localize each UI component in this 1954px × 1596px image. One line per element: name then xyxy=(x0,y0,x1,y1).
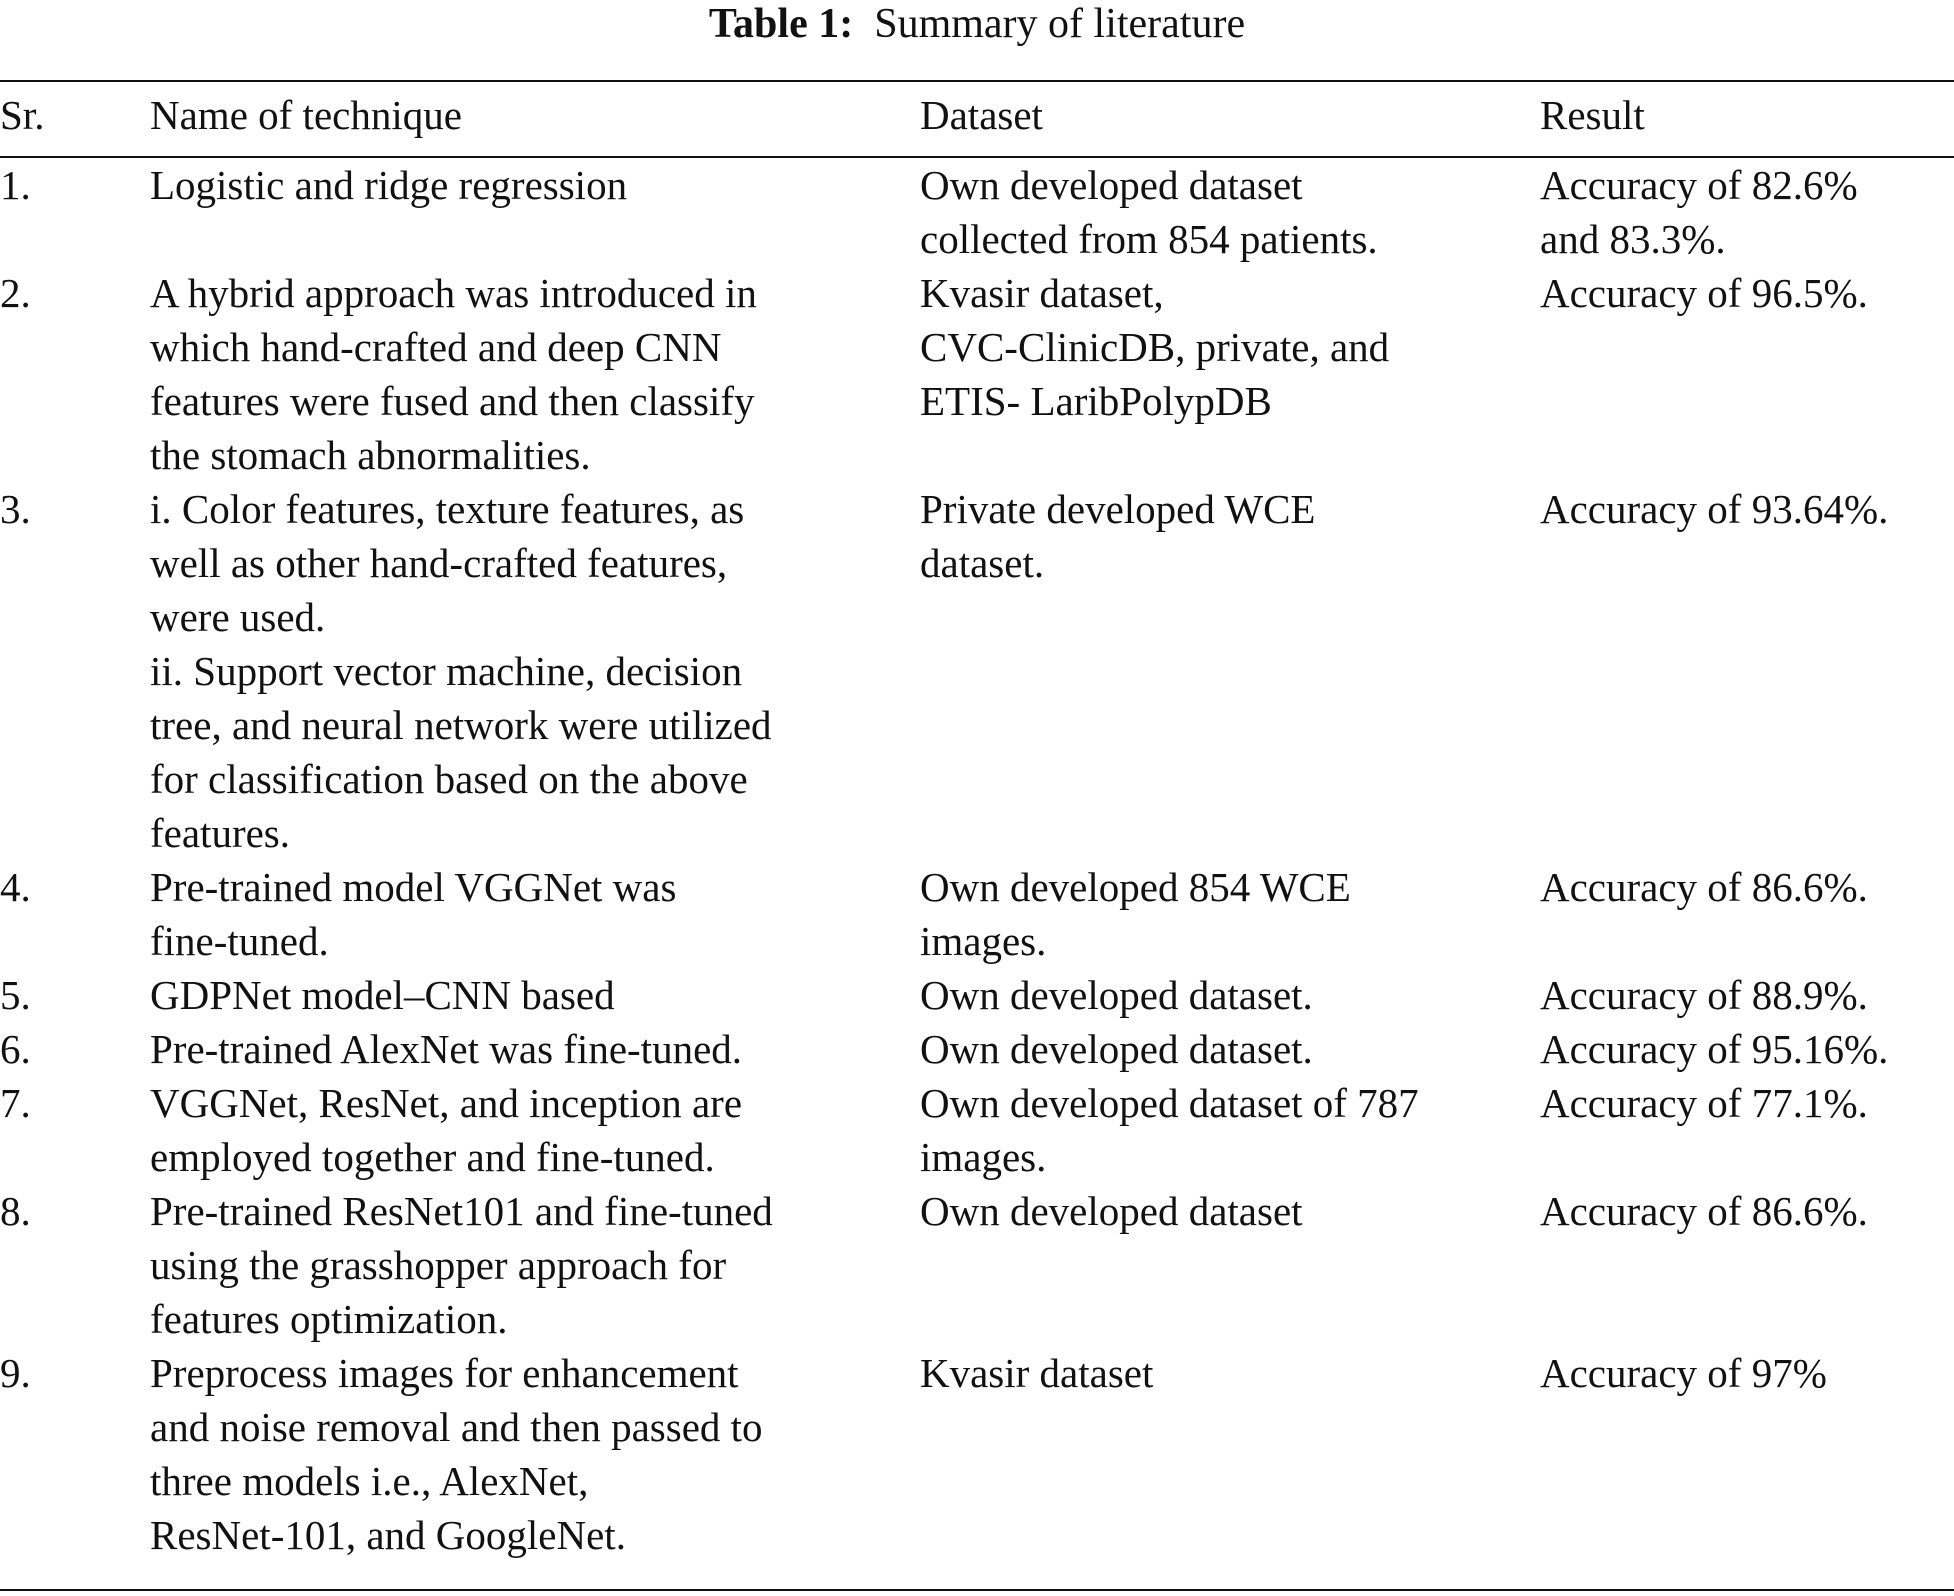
cell-technique-line: Pre-trained ResNet101 and fine-tuned xyxy=(150,1188,773,1234)
cell-dataset xyxy=(920,1346,1540,1562)
cell-dataset-line: images. xyxy=(920,1134,1047,1180)
cell-dataset xyxy=(920,860,1540,968)
cell-technique-line: Preprocess images for enhancement xyxy=(150,1350,739,1396)
cell-technique-line: features. xyxy=(150,810,290,856)
table-row xyxy=(0,1346,1954,1562)
cell-technique-line: tree, and neural network were utilized xyxy=(150,702,772,748)
table-row xyxy=(0,266,1954,482)
table-caption xyxy=(0,0,1954,52)
cell-dataset-line: Private developed WCE xyxy=(920,486,1316,532)
cell-technique-line: Logistic and ridge regression xyxy=(150,162,628,208)
cell-technique-line: GDPNet model–CNN based xyxy=(150,972,615,1018)
cell-sr: 5. xyxy=(0,972,31,1018)
cell-result xyxy=(1540,860,1954,968)
cell-dataset xyxy=(920,158,1540,266)
cell-technique-line: i. Color features, texture features, as xyxy=(150,486,745,532)
table-row xyxy=(0,968,1954,1022)
cell-result-line: Accuracy of 96.5%. xyxy=(1540,270,1868,316)
cell-result-line: and 83.3%. xyxy=(1540,216,1726,262)
cell-technique-line: the stomach abnormalities. xyxy=(150,432,591,478)
cell-technique-line: well as other hand-crafted features, xyxy=(150,540,728,586)
cell-result-line: Accuracy of 97% xyxy=(1540,1350,1827,1396)
cell-result xyxy=(1540,1346,1954,1562)
cell-result xyxy=(1540,482,1954,860)
cell-technique-line: Pre-trained model VGGNet was xyxy=(150,864,677,910)
table-row xyxy=(0,860,1954,968)
cell-technique xyxy=(150,482,920,860)
cell-sr: 9. xyxy=(0,1350,31,1396)
cell-technique xyxy=(150,266,920,482)
cell-dataset-line: images. xyxy=(920,918,1047,964)
cell-dataset-line: Kvasir dataset, xyxy=(920,270,1164,316)
cell-technique xyxy=(150,1022,920,1076)
cell-dataset xyxy=(920,1076,1540,1184)
cell-technique xyxy=(150,1184,920,1346)
cell-technique xyxy=(150,1346,920,1562)
cell-result xyxy=(1540,968,1954,1022)
cell-technique-line: which hand-crafted and deep CNN xyxy=(150,324,722,370)
cell-technique-line: ResNet-101, and GoogleNet. xyxy=(150,1512,626,1558)
cell-technique xyxy=(150,158,920,266)
cell-technique-line: features were fused and then classify xyxy=(150,378,755,424)
header-result: Result xyxy=(1540,92,1645,138)
cell-technique-line: for classification based on the above xyxy=(150,756,748,802)
cell-result xyxy=(1540,1076,1954,1184)
cell-dataset-line: collected from 854 patients. xyxy=(920,216,1378,262)
cell-result-line: Accuracy of 88.9%. xyxy=(1540,972,1868,1018)
literature-table xyxy=(0,82,1954,1562)
cell-technique xyxy=(150,968,920,1022)
table-row xyxy=(0,1184,1954,1346)
cell-technique-line: three models i.e., AlexNet, xyxy=(150,1458,589,1504)
cell-result-line: Accuracy of 77.1%. xyxy=(1540,1080,1868,1126)
table-row xyxy=(0,482,1954,860)
cell-result-line: Accuracy of 95.16%. xyxy=(1540,1026,1889,1072)
table-body xyxy=(0,158,1954,1562)
cell-dataset-line: Own developed dataset of 787 xyxy=(920,1080,1419,1126)
cell-result-line: Accuracy of 86.6%. xyxy=(1540,864,1868,910)
header-technique: Name of technique xyxy=(150,92,462,138)
bottom-rule xyxy=(0,1589,1954,1591)
cell-result-line: Accuracy of 93.64%. xyxy=(1540,486,1889,532)
cell-technique-line: fine-tuned. xyxy=(150,918,329,964)
cell-result xyxy=(1540,158,1954,266)
cell-technique-line: employed together and fine-tuned. xyxy=(150,1134,715,1180)
cell-sr: 7. xyxy=(0,1080,31,1126)
cell-technique-line: features optimization. xyxy=(150,1296,508,1342)
cell-sr: 6. xyxy=(0,1026,31,1072)
table-row xyxy=(0,1076,1954,1184)
cell-result xyxy=(1540,1022,1954,1076)
cell-sr: 4. xyxy=(0,864,31,910)
cell-technique-line: A hybrid approach was introduced in xyxy=(150,270,757,316)
cell-sr: 2. xyxy=(0,270,31,316)
header-dataset: Dataset xyxy=(920,92,1043,138)
cell-technique-line: were used. xyxy=(150,594,326,640)
cell-dataset-line: Own developed dataset xyxy=(920,1188,1303,1234)
table-header-row xyxy=(0,82,1954,158)
cell-sr: 3. xyxy=(0,486,31,532)
cell-dataset-line: Own developed dataset. xyxy=(920,1026,1313,1072)
cell-sr: 1. xyxy=(0,162,31,208)
cell-dataset xyxy=(920,1184,1540,1346)
cell-dataset-line: CVC-ClinicDB, private, and xyxy=(920,324,1390,370)
cell-dataset-line: dataset. xyxy=(920,540,1045,586)
cell-dataset-line: ETIS- LaribPolypDB xyxy=(920,378,1272,424)
cell-result xyxy=(1540,266,1954,482)
cell-dataset xyxy=(920,968,1540,1022)
cell-dataset-line: Kvasir dataset xyxy=(920,1350,1154,1396)
cell-dataset xyxy=(920,1022,1540,1076)
cell-dataset xyxy=(920,266,1540,482)
cell-technique-line: ii. Support vector machine, decision xyxy=(150,648,743,694)
cell-technique-line: VGGNet, ResNet, and inception are xyxy=(150,1080,743,1126)
cell-result-line: Accuracy of 86.6%. xyxy=(1540,1188,1868,1234)
cell-technique-line: Pre-trained AlexNet was fine-tuned. xyxy=(150,1026,743,1072)
table-row xyxy=(0,1022,1954,1076)
cell-dataset-line: Own developed dataset. xyxy=(920,972,1313,1018)
cell-dataset xyxy=(920,482,1540,860)
table-caption-label: Table 1: xyxy=(708,1,854,47)
cell-result-line: Accuracy of 82.6% xyxy=(1540,162,1858,208)
cell-dataset-line: Own developed 854 WCE xyxy=(920,864,1351,910)
cell-technique xyxy=(150,1076,920,1184)
cell-technique xyxy=(150,860,920,968)
table-row xyxy=(0,158,1954,266)
cell-technique-line: using the grasshopper approach for xyxy=(150,1242,727,1288)
header-sr: Sr. xyxy=(0,92,45,138)
cell-dataset-line: Own developed dataset xyxy=(920,162,1303,208)
cell-result xyxy=(1540,1184,1954,1346)
cell-technique-line: and noise removal and then passed to xyxy=(150,1404,763,1450)
table-caption-title: Summary of literature xyxy=(874,1,1246,47)
cell-sr: 8. xyxy=(0,1188,31,1234)
